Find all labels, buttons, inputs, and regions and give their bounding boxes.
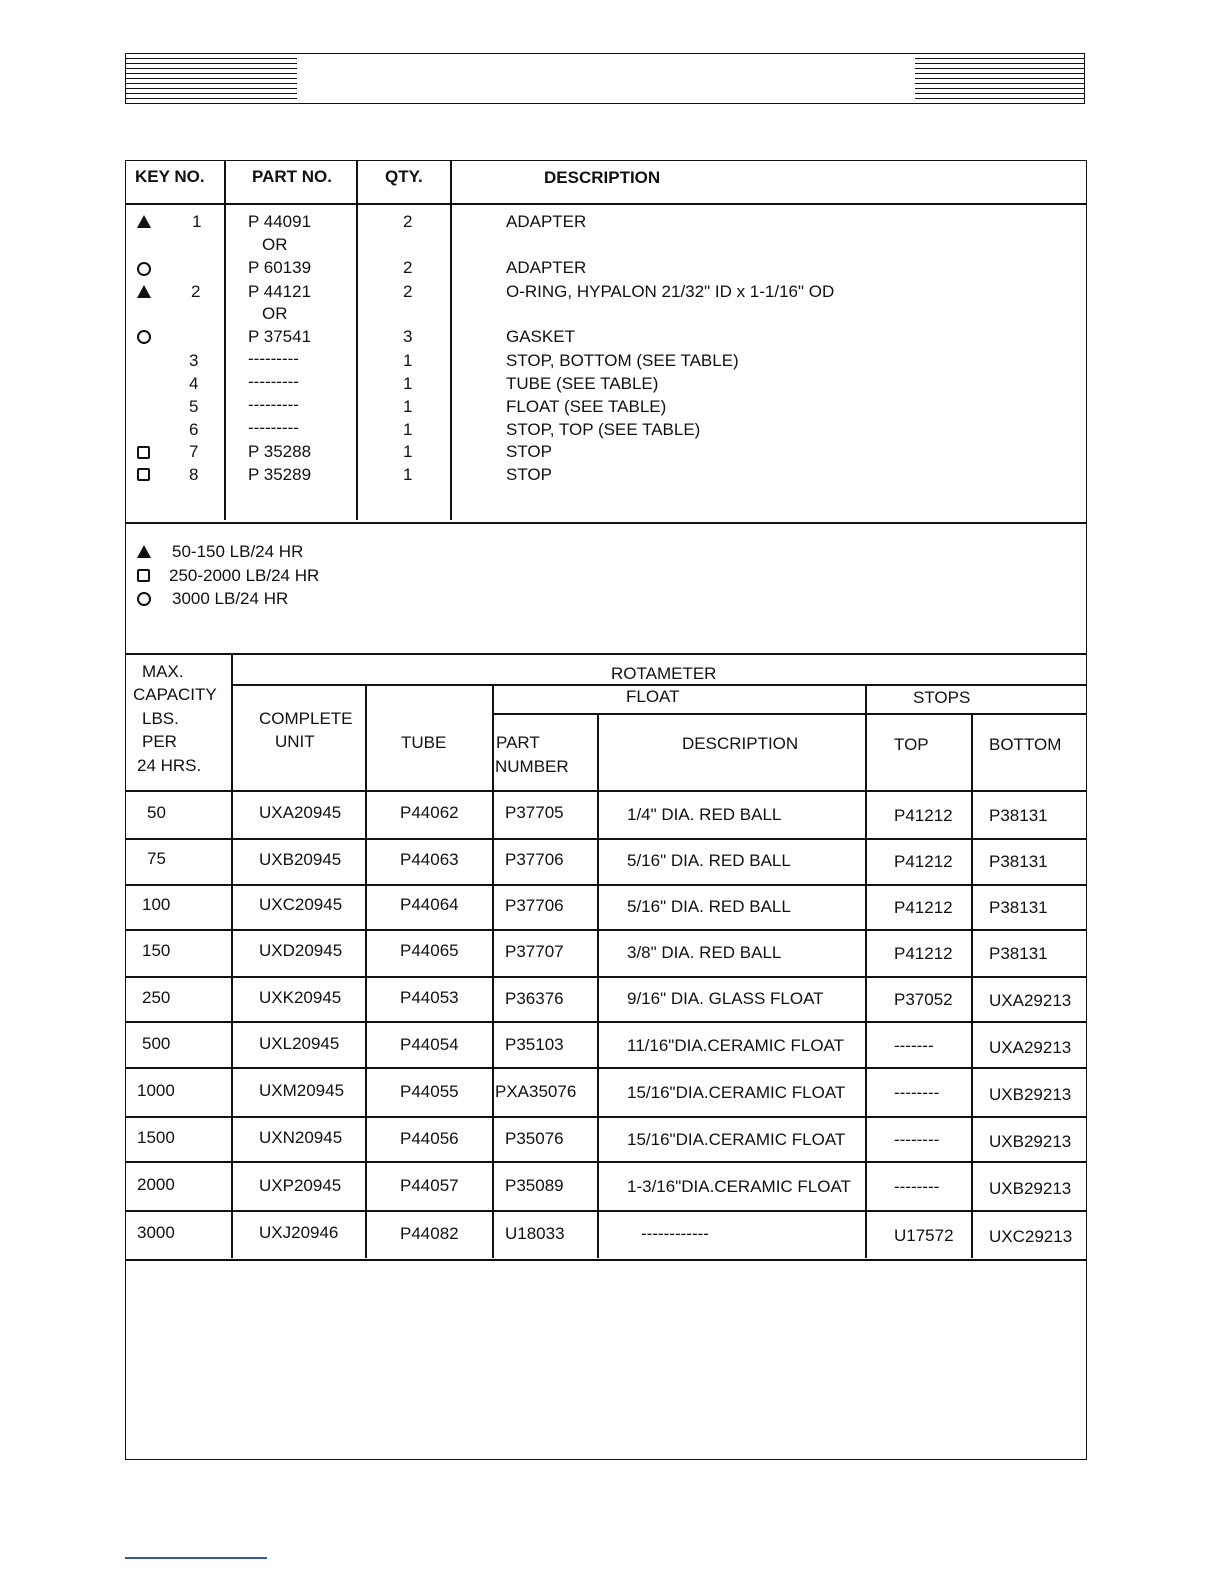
rot-row-line (125, 976, 1087, 978)
rot-table-bottom (125, 1259, 1087, 1261)
qty: 1 (403, 420, 413, 439)
parts-table-bottom (125, 522, 1087, 524)
header-max-capacity-3: LBS. (142, 709, 179, 728)
description: TUBE (SEE TABLE) (506, 374, 659, 393)
cell-stop-top: U17572 (894, 1226, 954, 1245)
header-complete-unit-2: UNIT (275, 732, 315, 751)
col-header-part-no: PART NO. (252, 167, 332, 186)
cell-float-description: 5/16" DIA. RED BALL (627, 897, 791, 916)
cell-float-description: 3/8" DIA. RED BALL (627, 943, 782, 962)
cell-capacity: 100 (142, 895, 171, 914)
description: STOP, BOTTOM (SEE TABLE) (506, 351, 739, 370)
qty: 2 (403, 258, 413, 277)
rot-col-divider-float-desc (865, 684, 867, 1258)
cell-stop-top: P41212 (894, 944, 953, 963)
qty: 2 (403, 212, 413, 231)
legend-circle-label: 3000 LB/24 HR (172, 589, 289, 608)
cell-float-part: P35076 (505, 1129, 564, 1148)
description: ADAPTER (506, 212, 587, 231)
key-no: 1 (192, 212, 202, 231)
rot-row-line (125, 790, 1087, 792)
legend-triangle-label: 50-150 LB/24 HR (172, 542, 304, 561)
part-no: P 35288 (248, 442, 312, 461)
header-stripes-right (915, 58, 1084, 102)
cell-float-description: ------------ (641, 1224, 709, 1243)
cell-stop-bottom: UXA29213 (989, 991, 1072, 1010)
rot-col-divider-tube (492, 684, 494, 1258)
qty: 2 (403, 282, 413, 301)
cell-stop-top: ------- (894, 1036, 934, 1055)
part-no: P 60139 (248, 258, 312, 277)
header-part-number-2: NUMBER (495, 757, 569, 776)
rot-row-line (125, 838, 1087, 840)
rot-row-line (125, 1021, 1087, 1023)
cell-capacity: 150 (142, 941, 171, 960)
description: ADAPTER (506, 258, 587, 277)
rotameter-table-top (125, 653, 1087, 655)
qty: 1 (403, 397, 413, 416)
header-top: TOP (894, 735, 929, 754)
key-no: 2 (191, 282, 201, 301)
header-max-capacity-4: PER (142, 732, 177, 751)
cell-capacity: 1000 (137, 1081, 175, 1100)
cell-stop-bottom: P38131 (989, 852, 1048, 871)
cell-float-description: 15/16"DIA.CERAMIC FLOAT (627, 1083, 846, 1102)
part-no: P 44121 (248, 282, 312, 301)
header-float: FLOAT (626, 687, 680, 706)
rot-col-divider-unit (365, 684, 367, 1258)
cell-float-part: U18033 (505, 1224, 565, 1243)
cell-float-description: 1-3/16"DIA.CERAMIC FLOAT (627, 1177, 851, 1196)
part-no: --------- (248, 349, 299, 368)
triangle-icon (137, 285, 151, 298)
cell-complete-unit: UXB20945 (259, 850, 342, 869)
header-stripes-left (126, 58, 297, 102)
header-part-number-1: PART (496, 733, 540, 752)
cell-float-description: 11/16"DIA.CERAMIC FLOAT (627, 1036, 845, 1055)
cell-tube: P44065 (400, 941, 459, 960)
rot-col-divider-float-part (597, 713, 599, 1258)
cell-complete-unit: UXN20945 (259, 1128, 343, 1147)
header-bottom: BOTTOM (989, 735, 1062, 754)
rotameter-subheader-line (232, 684, 1087, 686)
cell-tube: P44053 (400, 988, 459, 1007)
rot-row-line (125, 1116, 1087, 1118)
cell-float-part: P37707 (505, 942, 564, 961)
key-no: 7 (189, 442, 199, 461)
col-header-description: DESCRIPTION (544, 168, 661, 187)
rot-row-line (125, 1161, 1087, 1163)
rot-col-divider-cap (231, 653, 233, 1258)
header-float-description: DESCRIPTION (682, 734, 799, 753)
cell-tube: P44057 (400, 1176, 459, 1195)
qty: 1 (403, 442, 413, 461)
key-no: 3 (189, 351, 199, 370)
part-no: --------- (248, 395, 299, 414)
cell-stop-bottom: UXB29213 (989, 1179, 1072, 1198)
legend-triangle-icon (137, 545, 151, 558)
footer-link-line (125, 1557, 267, 1559)
header-rotameter: ROTAMETER (611, 664, 717, 683)
rot-col-divider-top (971, 713, 973, 1258)
circle-icon (137, 262, 151, 276)
cell-complete-unit: UXP20945 (259, 1176, 342, 1195)
cell-tube: P44063 (400, 850, 459, 869)
cell-complete-unit: UXM20945 (259, 1081, 345, 1100)
header-max-capacity-2: CAPACITY (133, 685, 217, 704)
part-no-or: OR (262, 235, 288, 254)
legend-square-label: 250-2000 LB/24 HR (169, 566, 320, 585)
cell-capacity: 500 (142, 1034, 171, 1053)
cell-float-part: P35103 (505, 1035, 564, 1054)
cell-float-description: 15/16"DIA.CERAMIC FLOAT (627, 1130, 846, 1149)
cell-capacity: 3000 (137, 1223, 175, 1242)
cell-stop-bottom: UXC29213 (989, 1227, 1073, 1246)
header-complete-unit-1: COMPLETE (259, 709, 353, 728)
rot-row-line (125, 1067, 1087, 1069)
cell-tube: P44062 (400, 803, 459, 822)
qty: 1 (403, 374, 413, 393)
part-no: --------- (248, 372, 299, 391)
header-stops: STOPS (913, 688, 971, 707)
cell-stop-top: -------- (894, 1177, 940, 1196)
description: GASKET (506, 327, 575, 346)
legend-circle-icon (137, 592, 151, 606)
col-header-qty: QTY. (385, 167, 423, 186)
cell-capacity: 1500 (137, 1128, 175, 1147)
cell-complete-unit: UXA20945 (259, 803, 342, 822)
cell-stop-bottom: UXA29213 (989, 1038, 1072, 1057)
legend-square-icon (137, 569, 150, 582)
triangle-icon (137, 215, 151, 228)
parts-col-divider-1 (224, 160, 226, 520)
cell-stop-bottom: P38131 (989, 944, 1048, 963)
part-no: --------- (248, 418, 299, 437)
header-tube: TUBE (401, 733, 447, 752)
parts-header-divider (125, 203, 1087, 205)
cell-stop-bottom: P38131 (989, 898, 1048, 917)
rot-row-line (125, 884, 1087, 886)
qty: 1 (403, 351, 413, 370)
cell-float-part: P35089 (505, 1176, 564, 1195)
description: O-RING, HYPALON 21/32" ID x 1-1/16" OD (506, 282, 835, 301)
cell-stop-bottom: UXB29213 (989, 1085, 1072, 1104)
description: FLOAT (SEE TABLE) (506, 397, 667, 416)
cell-float-part: P36376 (505, 989, 564, 1008)
qty: 3 (403, 327, 413, 346)
part-no: P 44091 (248, 212, 312, 231)
cell-float-part: PXA35076 (495, 1082, 577, 1101)
cell-tube: P44054 (400, 1035, 459, 1054)
parts-col-divider-3 (450, 160, 452, 520)
cell-float-part: P37705 (505, 803, 564, 822)
cell-float-description: 9/16" DIA. GLASS FLOAT (627, 989, 824, 1008)
cell-tube: P44082 (400, 1224, 459, 1243)
cell-complete-unit: UXL20945 (259, 1034, 340, 1053)
key-no: 5 (189, 397, 199, 416)
header-max-capacity-1: MAX. (142, 662, 184, 681)
cell-stop-top: P37052 (894, 990, 953, 1009)
cell-stop-top: -------- (894, 1130, 940, 1149)
part-no-or: OR (262, 304, 288, 323)
description: STOP, TOP (SEE TABLE) (506, 420, 701, 439)
cell-tube: P44064 (400, 895, 459, 914)
cell-complete-unit: UXD20945 (259, 941, 343, 960)
parts-col-divider-2 (356, 160, 358, 520)
circle-icon (137, 330, 151, 344)
description: STOP (506, 465, 552, 484)
float-stops-subheader-line (492, 713, 1087, 715)
rot-row-line (125, 1210, 1087, 1212)
cell-stop-top: -------- (894, 1083, 940, 1102)
cell-complete-unit: UXK20945 (259, 988, 342, 1007)
qty: 1 (403, 465, 413, 484)
cell-capacity: 2000 (137, 1175, 175, 1194)
cell-float-description: 1/4" DIA. RED BALL (627, 805, 782, 824)
part-no: P 35289 (248, 465, 312, 484)
cell-float-description: 5/16" DIA. RED BALL (627, 851, 791, 870)
cell-complete-unit: UXC20945 (259, 895, 343, 914)
square-icon (137, 446, 150, 459)
description: STOP (506, 442, 552, 461)
square-icon (137, 468, 150, 481)
cell-complete-unit: UXJ20946 (259, 1223, 339, 1242)
cell-float-part: P37706 (505, 850, 564, 869)
cell-capacity: 50 (147, 803, 166, 822)
col-header-key-no: KEY NO. (135, 167, 205, 186)
cell-tube: P44055 (400, 1082, 459, 1101)
cell-tube: P44056 (400, 1129, 459, 1148)
rot-row-line (125, 929, 1087, 931)
key-no: 8 (189, 465, 199, 484)
part-no: P 37541 (248, 327, 312, 346)
cell-capacity: 75 (147, 849, 166, 868)
cell-float-part: P37706 (505, 896, 564, 915)
header-max-capacity-5: 24 HRS. (137, 756, 202, 775)
cell-capacity: 250 (142, 988, 171, 1007)
cell-stop-top: P41212 (894, 852, 953, 871)
cell-stop-top: P41212 (894, 806, 953, 825)
cell-stop-top: P41212 (894, 898, 953, 917)
cell-stop-bottom: P38131 (989, 806, 1048, 825)
key-no: 6 (189, 420, 199, 439)
cell-stop-bottom: UXB29213 (989, 1132, 1072, 1151)
key-no: 4 (189, 374, 199, 393)
